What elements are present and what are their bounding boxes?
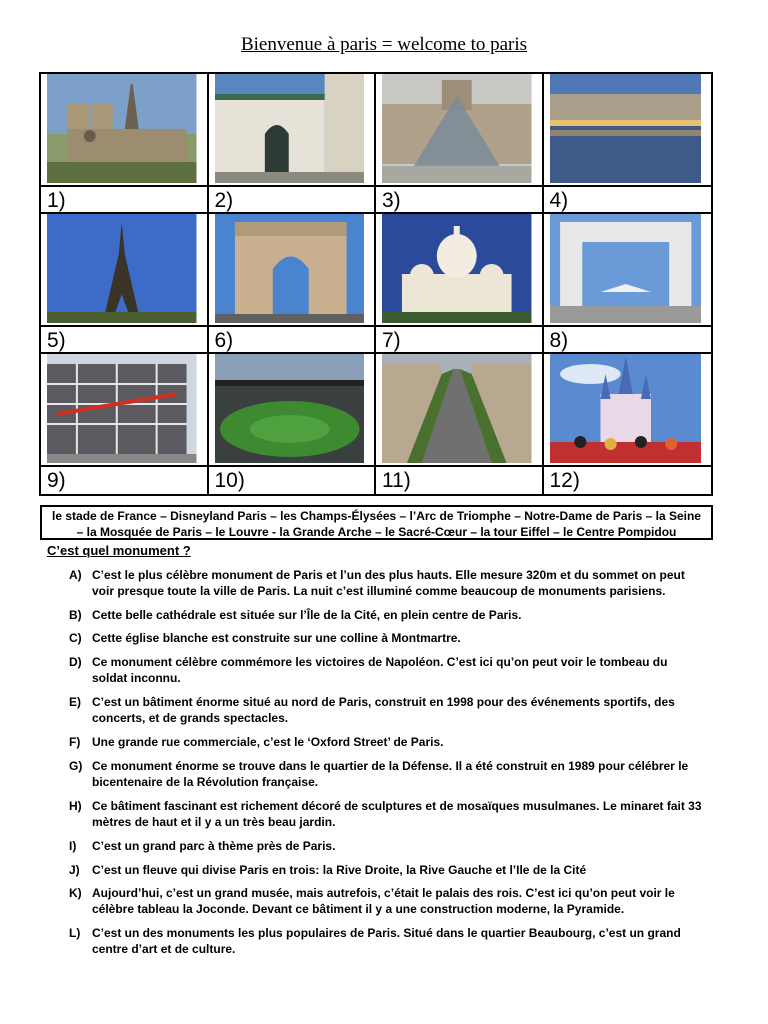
question-letter: A) — [69, 568, 82, 582]
grid-cell — [209, 214, 377, 354]
grid-cell — [544, 214, 712, 354]
question-text: célèbre tableau la Joconde. Devant ce bâtiment il y a une construction moderne, la Pyramide. — [92, 902, 625, 916]
question-text: Ce bâtiment fascinant est richement décoré de sculptures et de mosaïques musulmanes. Le minaret fait 33 — [92, 799, 702, 813]
question-item — [69, 654, 729, 686]
question-text: Aujourd’hui, c’est un grand musée, mais autrefois, c’était le palais des rois. C’est ici qu’on peut voir le — [92, 886, 675, 900]
question-item — [69, 798, 729, 830]
question-item — [69, 758, 729, 790]
cell-number: 9) — [47, 469, 66, 492]
grid-cell — [209, 354, 377, 494]
photo-grid — [39, 72, 713, 496]
cell-number: 5) — [47, 329, 66, 352]
grid-cell — [544, 354, 712, 494]
question-text: Ce monument énorme se trouve dans le quartier de la Défense. Il a été construit en 1989 pour célébrer le — [92, 759, 689, 773]
grid-cell — [41, 354, 209, 494]
question-letter: D) — [69, 655, 82, 669]
question-text: Une grande rue commerciale, c’est le ‘Oxford Street’ de Paris. — [92, 735, 444, 749]
cell-number: 8) — [549, 329, 569, 352]
question-item — [69, 630, 729, 646]
question-letter: G) — [69, 759, 83, 773]
grande-arche-photo — [550, 214, 702, 323]
question-letter: K) — [69, 886, 82, 900]
seine-river-photo — [550, 74, 702, 183]
question-text: bicentenaire de la Révolution française. — [92, 775, 319, 789]
cell-number: 2) — [214, 189, 234, 212]
question-item — [69, 607, 729, 623]
question-text: C’est le plus célèbre monument de Paris et l’un des plus hauts. Elle mesure 320m et du sommet on peut — [92, 568, 685, 582]
question-text: C’est un des monuments les plus populaires de Paris. Situé dans le quartier Beaubourg, c’est un grand — [92, 926, 681, 940]
question-letter: F) — [69, 735, 81, 749]
question-text: voir presque toute la ville de Paris. La nuit c’est illuminé comme beaucoup de monuments parisiens. — [92, 584, 666, 598]
question-item — [69, 734, 729, 750]
cell-number: 11) — [382, 469, 411, 492]
mosque-photo — [215, 74, 365, 183]
question-item — [69, 885, 729, 917]
question-item — [69, 694, 729, 726]
word-bank — [40, 505, 713, 540]
notre-dame-photo — [47, 74, 197, 183]
grid-cell — [376, 354, 544, 494]
question-letter: I) — [69, 839, 77, 853]
grid-cell — [41, 214, 209, 354]
question-heading: C’est quel monument ? — [47, 543, 191, 558]
grid-cell — [376, 74, 544, 214]
louvre-pyramid-photo — [382, 74, 532, 183]
word-bank-line: le stade de France – Disneyland Paris – les Champs-Élysées – l’Arc de Triomphe – Notre-Dame de Paris – la Seine — [52, 509, 701, 523]
question-text: Cette église blanche est construite sur une colline à Montmartre. — [92, 631, 461, 645]
centre-pompidou-photo — [47, 354, 197, 463]
champs-elysees-photo — [382, 354, 532, 463]
question-item — [69, 925, 729, 957]
question-text: concerts, et de grands spectacles. — [92, 711, 289, 725]
question-text: soldat inconnu. — [92, 671, 181, 685]
grid-cell — [209, 74, 377, 214]
question-letter: J) — [69, 863, 80, 877]
question-letter: H) — [69, 799, 82, 813]
question-item — [69, 838, 729, 854]
question-text: Cette belle cathédrale est située sur l’Île de la Cité, en plein centre de Paris. — [92, 608, 522, 622]
cell-number: 6) — [214, 329, 234, 352]
eiffel-tower-photo — [47, 214, 197, 323]
cell-number: 12) — [549, 469, 580, 492]
question-text: centre d’art et de culture. — [92, 942, 236, 956]
page-title: Bienvenue à paris = welcome to paris — [240, 34, 528, 55]
word-bank-line: – la Mosquée de Paris – le Louvre - la Grande Arche – le Sacré-Cœur – la tour Eiffel – le Centre Pompidou — [76, 525, 677, 539]
question-letter: E) — [69, 695, 81, 709]
question-letter: L) — [69, 926, 81, 940]
question-text: C’est un grand parc à thème près de Paris. — [92, 839, 336, 853]
question-item — [69, 567, 729, 599]
cell-number: 4) — [549, 189, 569, 212]
stade-de-france-photo — [215, 354, 365, 463]
cell-number: 3) — [382, 189, 401, 212]
cell-number: 7) — [382, 329, 401, 352]
question-text: Ce monument célèbre commémore les victoires de Napoléon. C’est ici qu’on peut voir le tombeau du — [92, 655, 668, 669]
cell-number: 10) — [214, 469, 245, 492]
question-text: C’est un fleuve qui divise Paris en trois: la Rive Droite, la Rive Gauche et l’Ile de la Cité — [92, 863, 587, 877]
question-letter: C) — [69, 631, 82, 645]
question-text: C’est un bâtiment énorme situé au nord de Paris, construit en 1998 pour des événements sportifs, des — [92, 695, 675, 709]
sacre-coeur-photo — [382, 214, 532, 323]
question-letter: B) — [69, 608, 82, 622]
cell-number: 1) — [47, 189, 66, 212]
grid-cell — [376, 214, 544, 354]
grid-cell — [544, 74, 712, 214]
question-text: mètres de haut et il y a un très beau jardin. — [92, 815, 336, 829]
arc-de-triomphe-photo — [215, 214, 365, 323]
grid-cell — [41, 74, 209, 214]
disneyland-castle-photo — [550, 354, 702, 463]
question-item — [69, 862, 729, 878]
